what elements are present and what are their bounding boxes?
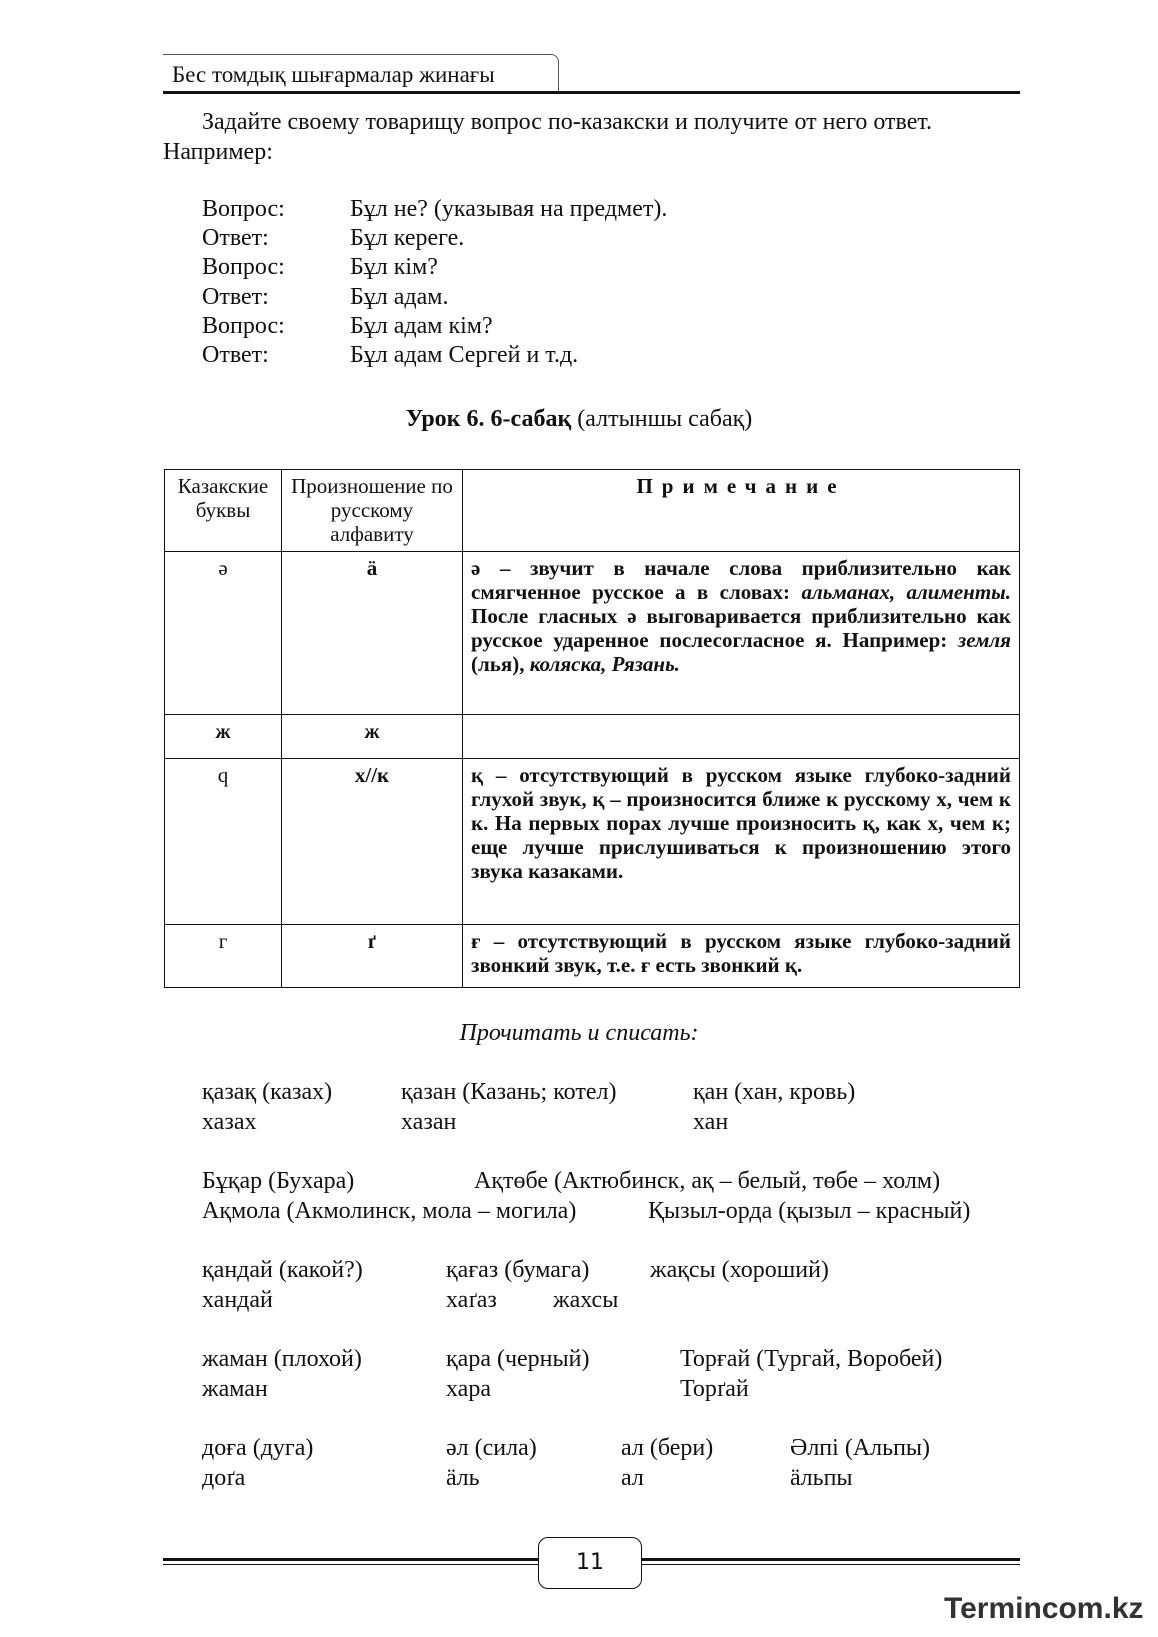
cell-note	[463, 715, 1020, 759]
table-row	[165, 925, 1020, 988]
dialog-row: Вопрос: Бұл адам кім?	[202, 313, 493, 339]
page-number: 11	[538, 1537, 642, 1589]
cell-pronunciation: х//к	[282, 759, 463, 925]
lesson-heading: Урок 6. 6-сабақ (алтыншы сабақ)	[405, 406, 753, 432]
dialog-row: Ответ: Бұл кереге.	[202, 225, 465, 251]
table-row	[165, 552, 1020, 715]
header-kazakh-letters: Казакские буквы	[165, 470, 282, 552]
word: Бұқар (Бухара)	[202, 1168, 355, 1194]
cell-pronunciation: ä	[282, 552, 463, 715]
cell-letter: г	[165, 925, 282, 988]
word: хазан	[401, 1109, 457, 1135]
letters-table	[164, 469, 1020, 988]
intro-line-1: Задайте своему товарищу вопрос по-казакски и получите от него ответ.	[202, 109, 933, 135]
word: Торґай	[680, 1376, 749, 1402]
word: жаман (плохой)	[202, 1346, 362, 1372]
word: Ақмола (Акмолинск, мола – могила)	[202, 1198, 577, 1224]
cell-letter: ж	[165, 715, 282, 759]
cell-note: ғ – отсутствующий в русском языке глубоко-задний звонкий звук, т.е. ғ есть звонкий қ.	[463, 925, 1020, 988]
dialog-row: Вопрос: Бұл кім?	[202, 254, 438, 280]
cell-pronunciation: ґ	[282, 925, 463, 988]
word: хазах	[202, 1109, 257, 1135]
word: Ақтөбе (Актюбинск, ақ – белый, төбе – холм)	[474, 1168, 941, 1194]
dialog-row: Ответ: Бұл адам.	[202, 284, 449, 310]
word: әл (сила)	[446, 1435, 537, 1461]
read-title: Прочитать и списать:	[459, 1020, 699, 1046]
word: қара (черный)	[446, 1346, 590, 1372]
word: қазақ (казах)	[202, 1079, 333, 1105]
word: äльпы	[790, 1465, 853, 1491]
header-pronunciation: Произношение по русскому алфавиту	[282, 470, 463, 552]
cell-letter: ә	[165, 552, 282, 715]
word: Қызыл-орда (қызыл – красный)	[648, 1198, 971, 1224]
word: қандай (какой?)	[202, 1257, 363, 1283]
word: қан (хан, кровь)	[693, 1079, 856, 1105]
dialog-row: Ответ: Бұл адам Сергей и т.д.	[202, 342, 579, 368]
cell-note: қ – отсутствующий в русском языке глубоко-задний глухой звук, қ – произносится ближе к русскому х, чем к к. На первых порах лучше произносить қ, как х, чем к; еще лучше прислушиваться к произношению этого звука казаками.	[463, 759, 1020, 925]
table-row	[165, 759, 1020, 925]
word: доға (дуга)	[202, 1435, 314, 1461]
cell-letter: q	[165, 759, 282, 925]
header-rule	[163, 91, 1020, 94]
word: қағаз (бумага)	[446, 1257, 590, 1283]
cell-note: ә – звучит в начале слова приблизительно как смягченное русское а в словах: альманах, алименты. После гласных ә выговаривается приблизительно как русское ударенное послесогласное я. Например: земля (лья), коляска, Рязань.	[463, 552, 1020, 715]
header-note: Примечание	[463, 470, 1020, 552]
word: хандай	[202, 1287, 273, 1313]
word: доґа	[202, 1465, 246, 1491]
word: жақсы (хороший)	[650, 1257, 829, 1283]
table-header-row	[165, 470, 1020, 552]
word: қазан (Казань; котел)	[401, 1079, 617, 1105]
table-row	[165, 715, 1020, 759]
word: хаґаз	[446, 1287, 497, 1313]
word: ал	[621, 1465, 644, 1491]
word: ал (бери)	[621, 1435, 714, 1461]
word: Әлпі (Альпы)	[790, 1435, 931, 1461]
word: äль	[446, 1465, 480, 1491]
word: жахсы	[553, 1287, 619, 1313]
word: хан	[693, 1109, 729, 1135]
running-header: Бес томдық шығармалар жинағы	[172, 62, 495, 87]
word: Торғай (Тургай, Воробей)	[680, 1346, 943, 1372]
watermark-logo: Termincom.kz	[944, 1592, 1144, 1625]
word: жаман	[202, 1376, 268, 1402]
word: хара	[446, 1376, 491, 1402]
dialog-row: Вопрос: Бұл не? (указывая на предмет).	[202, 196, 668, 222]
intro-line-2: Например:	[163, 139, 273, 165]
cell-pronunciation: ж	[282, 715, 463, 759]
